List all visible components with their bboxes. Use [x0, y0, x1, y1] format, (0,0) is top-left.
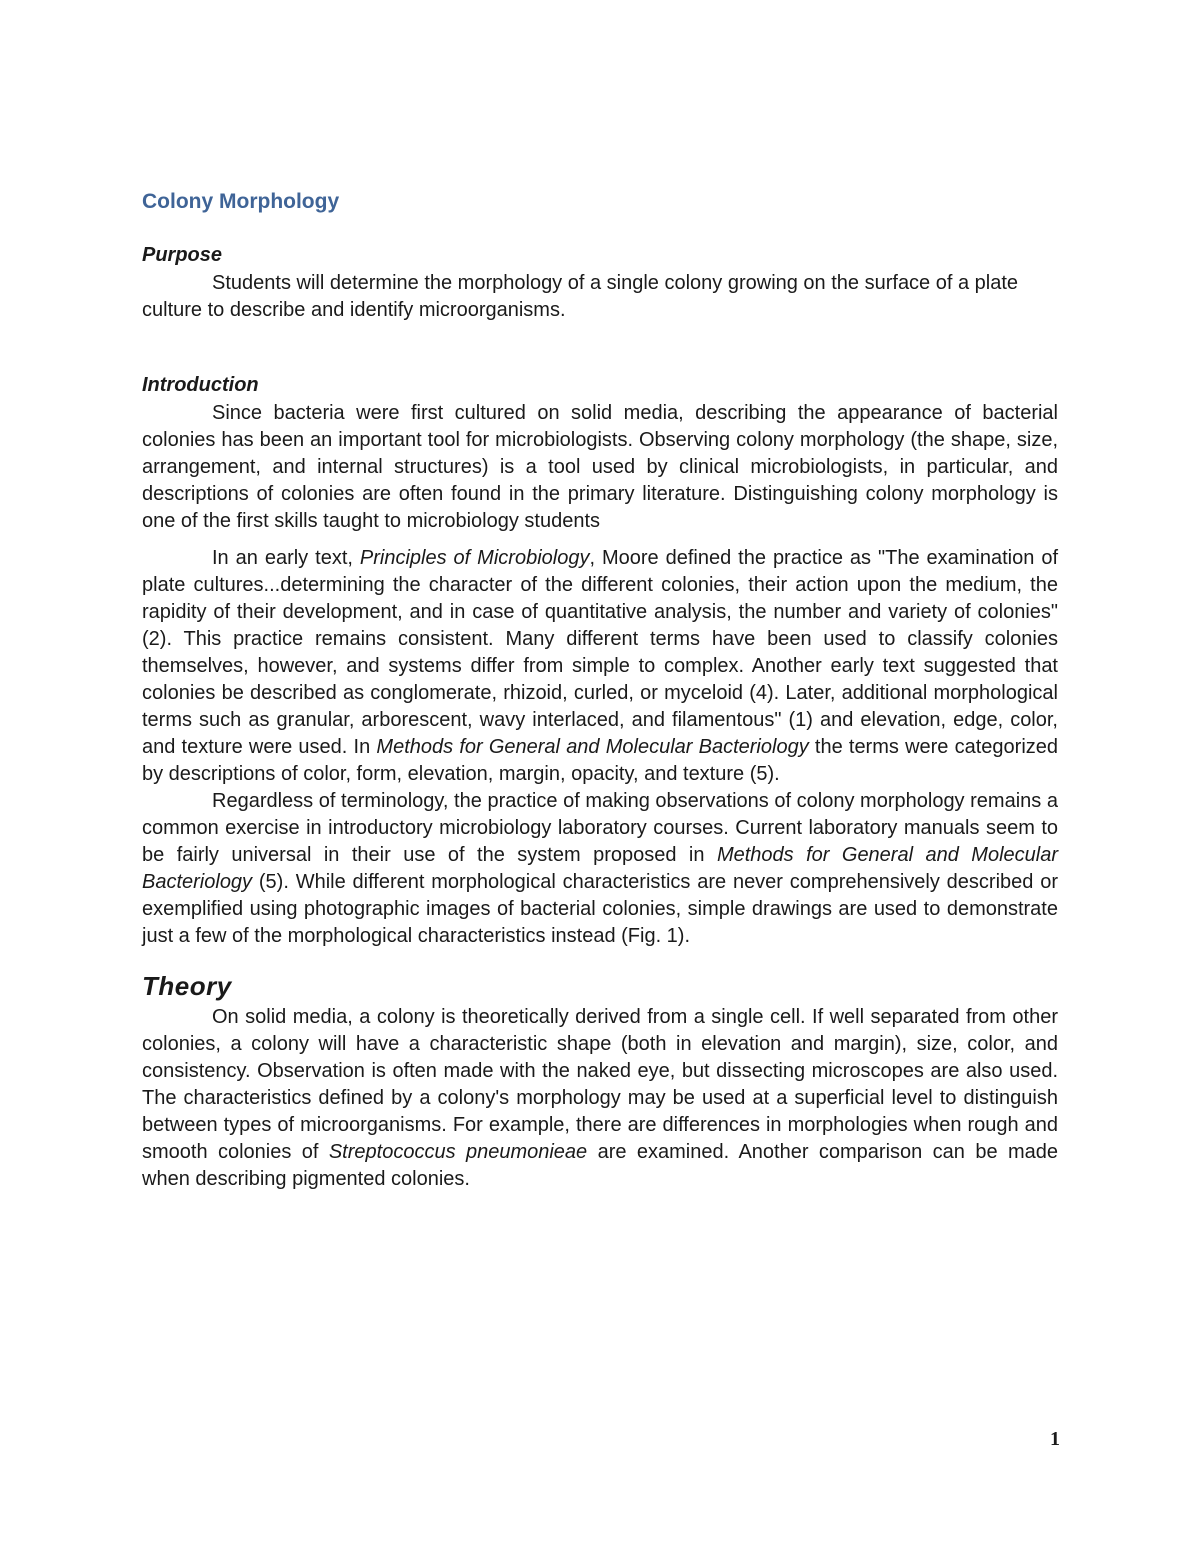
text-run: are examined. Another comparison can be made when describing pigmented colonies. — [142, 1141, 1058, 1190]
introduction-paragraph-3 — [142, 788, 1058, 950]
spacer — [142, 535, 1058, 545]
page-number: 1 — [1050, 1428, 1060, 1450]
text-run: (5). While different morphological characteristics are never comprehensively described or exemplified using photographic images of bacterial colonies, simple drawings are used to demonstrate just a few of the morphological characteristics instead (Fig. 1). — [142, 871, 1058, 947]
text-run: , Moore defined the practice as "The examination of plate cultures...determining the character of the different colonies, their action upon the medium, the rapidity of their development, and in case of quantitative analysis, the number and variety of colonies" (2). This practice remains consistent. Many different terms have been used to classify colonies themselves, however, and systems differ from simple to complex. Another early text suggested that colonies be described as conglomerate, rhizoid, curled, or myceloid (4). Later, additional morphological terms such as granular, arborescent, wavy interlaced, and filamentous" (1) and elevation, edge, color, and texture were used. In — [142, 547, 1058, 758]
text-run: Regardless of terminology, the practice of making observations of colony morphology remains a common exercise in introductory microbiology laboratory courses. Current laboratory manuals seem to be fairly universal in their use of the system proposed in — [142, 790, 1058, 866]
book-title-principles: Principles of Microbiology — [359, 547, 590, 569]
page-content — [142, 188, 1058, 1193]
theory-heading: Theory — [142, 971, 232, 1001]
species-name: Streptococcus pneumonieae — [328, 1141, 588, 1163]
book-title-methods: Methods for General and Molecular Bacteriology — [142, 844, 1058, 893]
text-run: the terms were categorized by descriptions of color, form, elevation, margin, opacity, and texture (5). — [142, 736, 1059, 785]
text-run: In an early text, — [212, 547, 360, 569]
page-title: Colony Morphology — [142, 190, 340, 213]
text-run: On solid media, a colony is theoretically derived from a single cell. If well separated from other colonies, a colony will have a characteristic shape (both in elevation and margin), size, color, and consistency. Observation is often made with the naked eye, but dissecting microscopes are also used. The characteristics defined by a colony's morphology may be used at a superficial level to distinguish between types of microorganisms. For example, there are differences in morphologies when rough and smooth colonies of — [142, 1006, 1058, 1163]
purpose-heading: Purpose — [142, 244, 223, 266]
book-title-methods: Methods for General and Molecular Bacteriology — [376, 736, 809, 758]
introduction-paragraph-2 — [142, 545, 1058, 788]
introduction-heading: Introduction — [142, 374, 259, 396]
purpose-paragraph: Students will determine the morphology of a single colony growing on the surface of a plate culture to describe and identify microorganisms. — [142, 272, 1019, 321]
spacer — [142, 324, 1058, 372]
introduction-paragraph-1: Since bacteria were first cultured on solid media, describing the appearance of bacterial colonies has been an important tool for microbiologists. Observing colony morphology (the shape, size, arrangement, and internal structures) is a tool used by clinical microbiologists, in particular, and descriptions of colonies are often found in the primary literature. Distinguishing colony morphology is one of the first skills taught to microbiology students — [142, 402, 1058, 532]
theory-paragraph — [142, 1004, 1058, 1193]
